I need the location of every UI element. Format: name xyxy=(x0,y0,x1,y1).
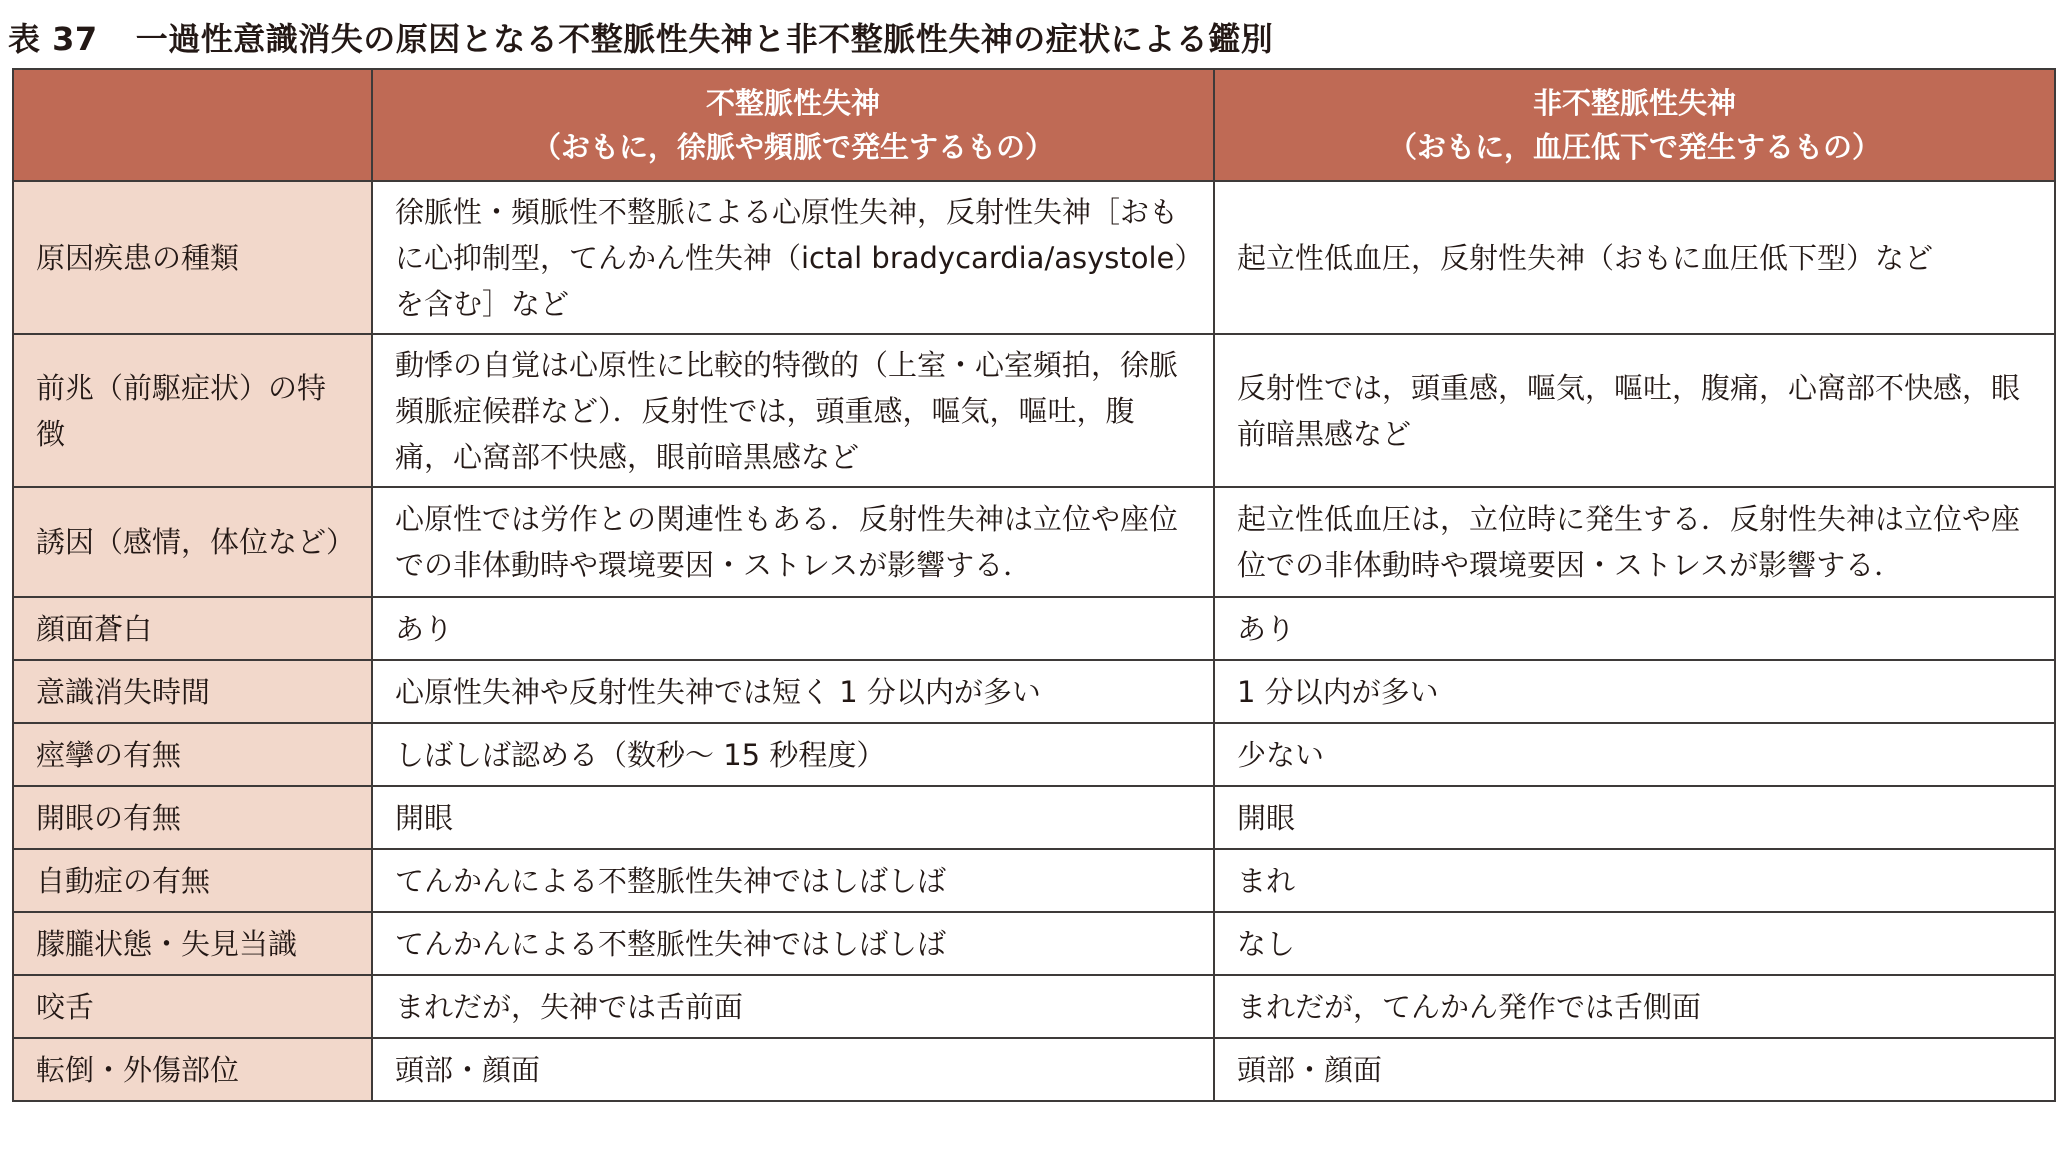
arrhythmic-cell: てんかんによる不整脈性失神ではしばしば xyxy=(372,849,1214,912)
non-arrhythmic-cell: 起立性低血圧，反射性失神（おもに血圧低下型）など xyxy=(1214,181,2055,334)
row-label: 前兆（前駆症状）の特徴 xyxy=(13,334,372,487)
arrhythmic-cell: まれだが，失神では舌前面 xyxy=(372,975,1214,1038)
arrhythmic-cell: しばしば認める（数秒～ 15 秒程度） xyxy=(372,723,1214,786)
non-arrhythmic-cell: 起立性低血圧は，立位時に発生する．反射性失神は立位や座位での非体動時や環境要因・ストレスが影響する． xyxy=(1214,487,2055,597)
non-arrhythmic-cell: まれ xyxy=(1214,849,2055,912)
table-row xyxy=(13,723,2055,786)
non-arrhythmic-cell: まれだが，てんかん発作では舌側面 xyxy=(1214,975,2055,1038)
table-row xyxy=(13,1038,2055,1101)
arrhythmic-cell: 動悸の自覚は心原性に比較的特徴的（上室・心室頻拍，徐脈頻脈症候群など）．反射性では，頭重感，嘔気，嘔吐，腹痛，心窩部不快感，眼前暗黒感など xyxy=(372,334,1214,487)
row-label: 痙攣の有無 xyxy=(13,723,372,786)
table-row xyxy=(13,786,2055,849)
table-title xyxy=(8,14,1273,64)
non-arrhythmic-cell: 頭部・顔面 xyxy=(1214,1038,2055,1101)
comparison-table xyxy=(12,68,2056,1102)
row-label: 開眼の有無 xyxy=(13,786,372,849)
non-arrhythmic-cell: 1 分以内が多い xyxy=(1214,660,2055,723)
table-number: 表 37 xyxy=(8,20,98,58)
header-arrhythmic xyxy=(372,69,1214,181)
row-label: 意識消失時間 xyxy=(13,660,372,723)
table-row xyxy=(13,912,2055,975)
arrhythmic-cell: 頭部・顔面 xyxy=(372,1038,1214,1101)
table-row xyxy=(13,660,2055,723)
non-arrhythmic-cell: 開眼 xyxy=(1214,786,2055,849)
arrhythmic-cell: 開眼 xyxy=(372,786,1214,849)
table-row xyxy=(13,597,2055,660)
table-row xyxy=(13,975,2055,1038)
arrhythmic-cell: あり xyxy=(372,597,1214,660)
table-title-text: 一過性意識消失の原因となる不整脈性失神と非不整脈性失神の症状による鑑別 xyxy=(135,20,1274,58)
header-arrhythmic-title: 不整脈性失神 xyxy=(705,86,880,120)
header-non-arrhythmic xyxy=(1214,69,2055,181)
table-row xyxy=(13,849,2055,912)
row-label: 朦朧状態・失見当識 xyxy=(13,912,372,975)
non-arrhythmic-cell: なし xyxy=(1214,912,2055,975)
arrhythmic-cell: 心原性では労作との関連性もある．反射性失神は立位や座位での非体動時や環境要因・ストレスが影響する． xyxy=(372,487,1214,597)
arrhythmic-cell: 徐脈性・頻脈性不整脈による心原性失神，反射性失神［おもに心抑制型，てんかん性失神（ictal bradycardia/asystole）を含む］など xyxy=(372,181,1214,334)
arrhythmic-cell: てんかんによる不整脈性失神ではしばしば xyxy=(372,912,1214,975)
row-label: 咬舌 xyxy=(13,975,372,1038)
header-arrhythmic-subtitle: （おもに，徐脈や頻脈で発生するもの） xyxy=(531,130,1054,164)
header-non-arrhythmic-subtitle: （おもに，血圧低下で発生するもの） xyxy=(1387,130,1881,164)
row-label: 自動症の有無 xyxy=(13,849,372,912)
table-row xyxy=(13,334,2055,487)
header-non-arrhythmic-title: 非不整脈性失神 xyxy=(1532,86,1736,120)
header-row xyxy=(13,69,2055,181)
non-arrhythmic-cell: あり xyxy=(1214,597,2055,660)
header-corner-cell xyxy=(13,69,372,181)
table-row xyxy=(13,181,2055,334)
row-label: 誘因（感情，体位など） xyxy=(13,487,372,597)
arrhythmic-cell: 心原性失神や反射性失神では短く 1 分以内が多い xyxy=(372,660,1214,723)
row-label: 転倒・外傷部位 xyxy=(13,1038,372,1101)
non-arrhythmic-cell: 少ない xyxy=(1214,723,2055,786)
row-label: 原因疾患の種類 xyxy=(13,181,372,334)
non-arrhythmic-cell: 反射性では，頭重感，嘔気，嘔吐，腹痛，心窩部不快感，眼前暗黒感など xyxy=(1214,334,2055,487)
table-row xyxy=(13,487,2055,597)
row-label: 顔面蒼白 xyxy=(13,597,372,660)
